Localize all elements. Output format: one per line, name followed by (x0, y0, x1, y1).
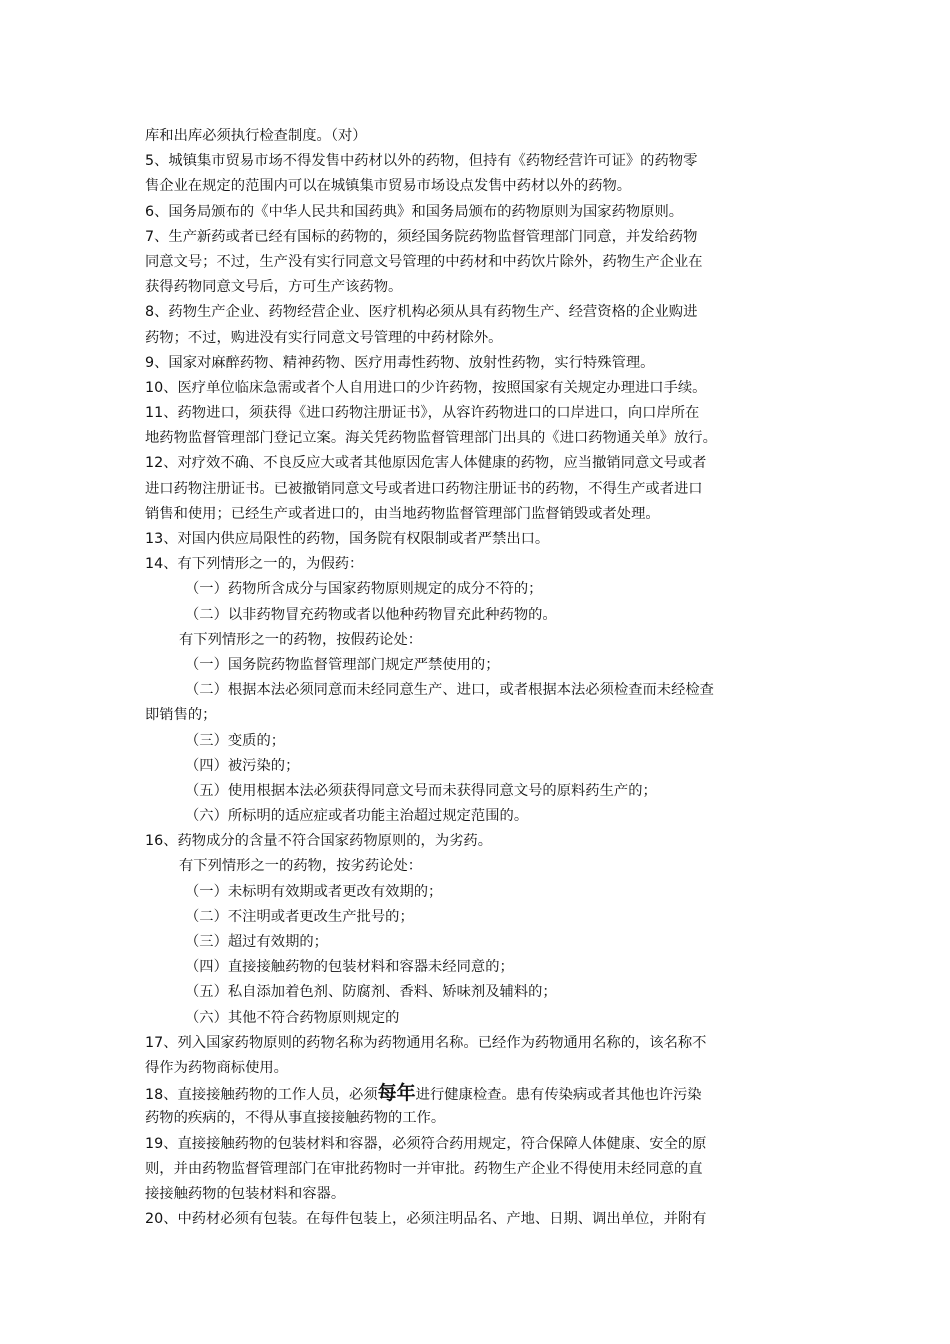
text-line: 药物的疾病的，不得从事直接接触药物的工作。 (145, 1110, 446, 1127)
text-line: 19、直接接触药物的包装材料和容器，必须符合药用规定，符合保障人体健康、安全的原 (145, 1135, 707, 1152)
text-line: （五）使用根据本法必须获得同意文号而未获得同意文号的原料药生产的； (185, 782, 657, 799)
text-line: 16、药物成分的含量不符合国家药物原则的，为劣药。 (145, 833, 493, 850)
text-line: 库和出库必须执行检查制度。（对） (145, 128, 367, 144)
text-line: 13、对国内供应局限性的药物，国务院有权限制或者严禁出口。 (145, 531, 550, 547)
line-18-emphasis: 每年 (377, 1082, 416, 1105)
text-line: 6、国务局颁布的《中华人民共和国药典》和国务局颁布的药物原则为国家药物原则。 (145, 203, 684, 220)
document-body (145, 124, 811, 1232)
text-line: 则，并由药物监督管理部门在审批药物时一并审批。药物生产企业不得使用未经同意的直 (145, 1160, 703, 1177)
text-line: 得作为药物商标使用。 (145, 1059, 288, 1076)
line-18-after: 进行健康检查。患有传染病或者其他也许污染 (415, 1087, 702, 1104)
text-line: 14、有下列情形之一的，为假药： (145, 556, 364, 573)
text-line: （二）根据本法必须同意而未经同意生产、进口，或者根据本法必须检查而未经检查 (185, 682, 714, 699)
text-line: 获得药物同意文号后，方可生产该药物。 (145, 279, 403, 296)
text-line: 11、药物进口，须获得《进口药物注册证书》，从容许药物进口的口岸进口，向口岸所在 (145, 405, 700, 422)
text-line: （四）被污染的； (185, 757, 300, 774)
text-line: 7、生产新药或者已经有国标的药物的，须经国务院药物监督管理部门同意，并发给药物 (145, 228, 698, 245)
text-line: （五）私自添加着色剂、防腐剂、香料、矫味剂及辅料的； (185, 984, 557, 1001)
text-line: （一）药物所含成分与国家药物原则规定的成分不符的； (185, 581, 543, 598)
text-line: 9、国家对麻醉药物、精神药物、医疗用毒性药物、放射性药物，实行特殊管理。 (145, 354, 655, 371)
text-line: 进口药物注册证书。已被撤销同意文号或者进口药物注册证书的药物，不得生产或者进口 (145, 480, 703, 497)
text-line: 接接触药物的包装材料和容器。 (145, 1185, 346, 1202)
text-line: （六）所标明的适应症或者功能主治超过规定范围的。 (185, 808, 529, 825)
text-line (145, 1081, 811, 1106)
text-line: （四）直接接触药物的包装材料和容器未经同意的； (185, 959, 514, 976)
text-line: （二）不注明或者更改生产批号的； (185, 908, 414, 925)
text-line: 20、中药材必须有包装。在每件包装上，必须注明品名、产地、日期、调出单位，并附有 (145, 1211, 707, 1228)
text-line: 销售和使用；已经生产或者进口的，由当地药物监督管理部门监督销毁或者处理。 (145, 505, 660, 522)
text-line: （二）以非药物冒充药物或者以他种药物冒充此种药物的。 (185, 606, 557, 623)
text-line: （三）变质的； (185, 732, 286, 749)
text-line: （三）超过有效期的； (185, 934, 328, 950)
text-line: 10、医疗单位临床急需或者个人自用进口的少许药物，按照国家有关规定办理进口手续。 (145, 379, 707, 396)
text-line: （一）国务院药物监督管理部门规定严禁使用的； (185, 656, 500, 673)
text-line: 药物；不过，购进没有实行同意文号管理的中药材除外。 (145, 329, 503, 346)
text-line: 有下列情形之一的药物，按劣药论处： (179, 858, 423, 875)
text-line: 有下列情形之一的药物，按假药论处： (179, 631, 423, 648)
text-line: 8、药物生产企业、药物经营企业、医疗机构必须从具有药物生产、经营资格的企业购进 (145, 304, 698, 321)
line-18-before: 18、直接接触药物的工作人员，必须 (145, 1087, 378, 1104)
text-line: 同意文号；不过，生产没有实行同意文号管理的中药材和中药饮片除外，药物生产企业在 (145, 253, 703, 270)
text-line: 12、对疗效不确、不良反应大或者其他原因危害人体健康的药物，应当撤销同意文号或者 (145, 455, 707, 472)
text-line: 地药物监督管理部门登记立案。海关凭药物监督管理部门出具的《进口药物通关单》放行。 (145, 430, 717, 447)
text-line: 即销售的； (145, 707, 217, 724)
text-line: 17、列入国家药物原则的药物名称为药物通用名称。已经作为药物通用名称的，该名称不 (145, 1034, 707, 1051)
text-line: 售企业在规定的范围内可以在城镇集市贸易市场设点发售中药材以外的药物。 (145, 178, 632, 195)
text-line: （一）未标明有效期或者更改有效期的； (185, 883, 443, 900)
text-line: （六）其他不符合药物原则规定的 (185, 1009, 400, 1026)
text-line: 5、城镇集市贸易市场不得发售中药材以外的药物，但持有《药物经营许可证》的药物零 (145, 153, 698, 170)
